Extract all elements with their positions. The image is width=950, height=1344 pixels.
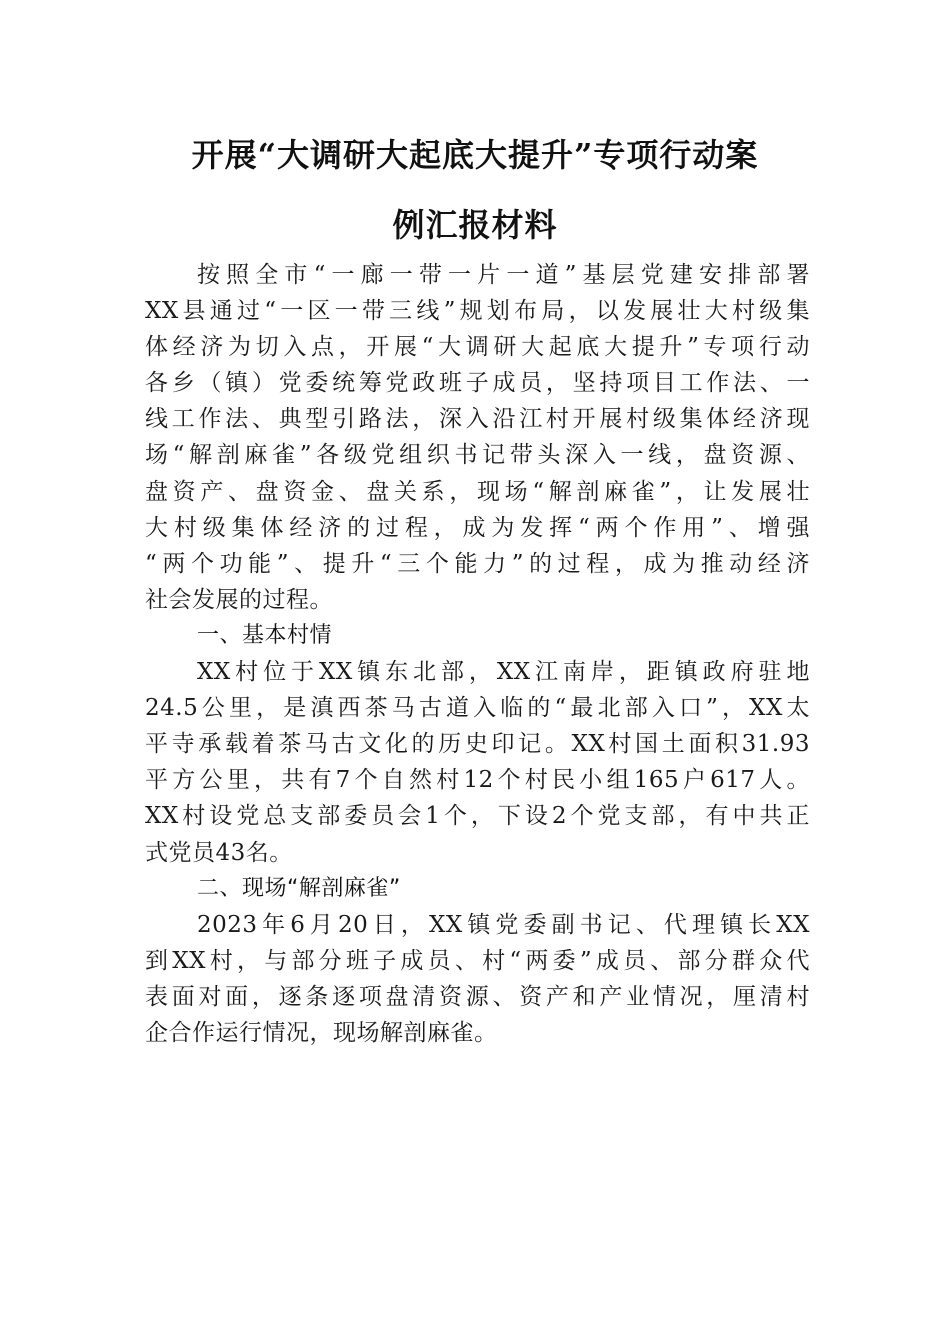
- paragraph-line: XX村位于XX镇东北部，XX江南岸，距镇政府驻地: [197, 659, 810, 686]
- paragraph-line: 到XX村，与部分班子成员、村“两委”成员、部分群众代: [145, 947, 810, 974]
- paragraph-line: 大村级集体经济的过程，成为发挥“两个作用”、增强: [145, 514, 810, 541]
- field-analysis-paragraph: [145, 907, 810, 1051]
- paragraph-line: 场“解剖麻雀”各级党组织书记带头深入一线，盘资源、: [145, 442, 810, 469]
- paragraph-line: XX村设党总支部委员会1个，下设2个党支部，有中共正: [145, 803, 810, 830]
- paragraph-line: 各乡（镇）党委统筹党政班子成员，坚持项目工作法、一: [145, 370, 810, 397]
- document-title-line-2: 例汇报材料: [392, 206, 558, 244]
- paragraph-line: 社会发展的过程。: [145, 586, 333, 613]
- paragraph-line: 体经济为切入点，开展“大调研大起底大提升”专项行动: [145, 334, 810, 361]
- paragraph-line: 式党员43名。: [145, 839, 293, 866]
- paragraph-line: 线工作法、典型引路法，深入沿江村开展村级集体经济现: [145, 406, 810, 433]
- paragraph-line: 按照全市“一廊一带一片一道”基层党建安排部署: [197, 262, 810, 288]
- basic-info-paragraph: [145, 654, 810, 871]
- paragraph-line: “两个功能”、提升“三个能力”的过程，成为推动经济: [145, 550, 810, 577]
- paragraph-line: 表面对面，逐条逐项盘清资源、资产和产业情况，厘清村: [145, 983, 810, 1010]
- paragraph-line: 2023年6月20日，XX镇党委副书记、代理镇长XX: [197, 911, 810, 938]
- intro-paragraph: [145, 257, 810, 618]
- paragraph-line: 盘资产、盘资金、盘关系，现场“解剖麻雀”，让发展壮: [145, 478, 810, 505]
- paragraph-line: 平寺承载着茶马古文化的历史印记。XX村国土面积31.93: [145, 731, 810, 758]
- document-body: [145, 257, 810, 1051]
- section-heading-field-analysis: 二、现场“解剖麻雀”: [197, 875, 401, 901]
- paragraph-line: 企合作运行情况，现场解剖麻雀。: [145, 1019, 498, 1046]
- document-title-line-1: 开展“大调研大起底大提升”专项行动案: [191, 136, 759, 174]
- paragraph-line: 24.5公里，是滇西茶马古道入临的“最北部入口”，XX太: [145, 695, 810, 722]
- paragraph-line: 平方公里，共有7个自然村12个村民小组165户617人。: [145, 767, 810, 794]
- paragraph-line: XX县通过“一区一带三线”规划布局，以发展壮大村级集: [145, 298, 810, 325]
- section-heading-basic-info: 一、基本村情: [197, 622, 333, 648]
